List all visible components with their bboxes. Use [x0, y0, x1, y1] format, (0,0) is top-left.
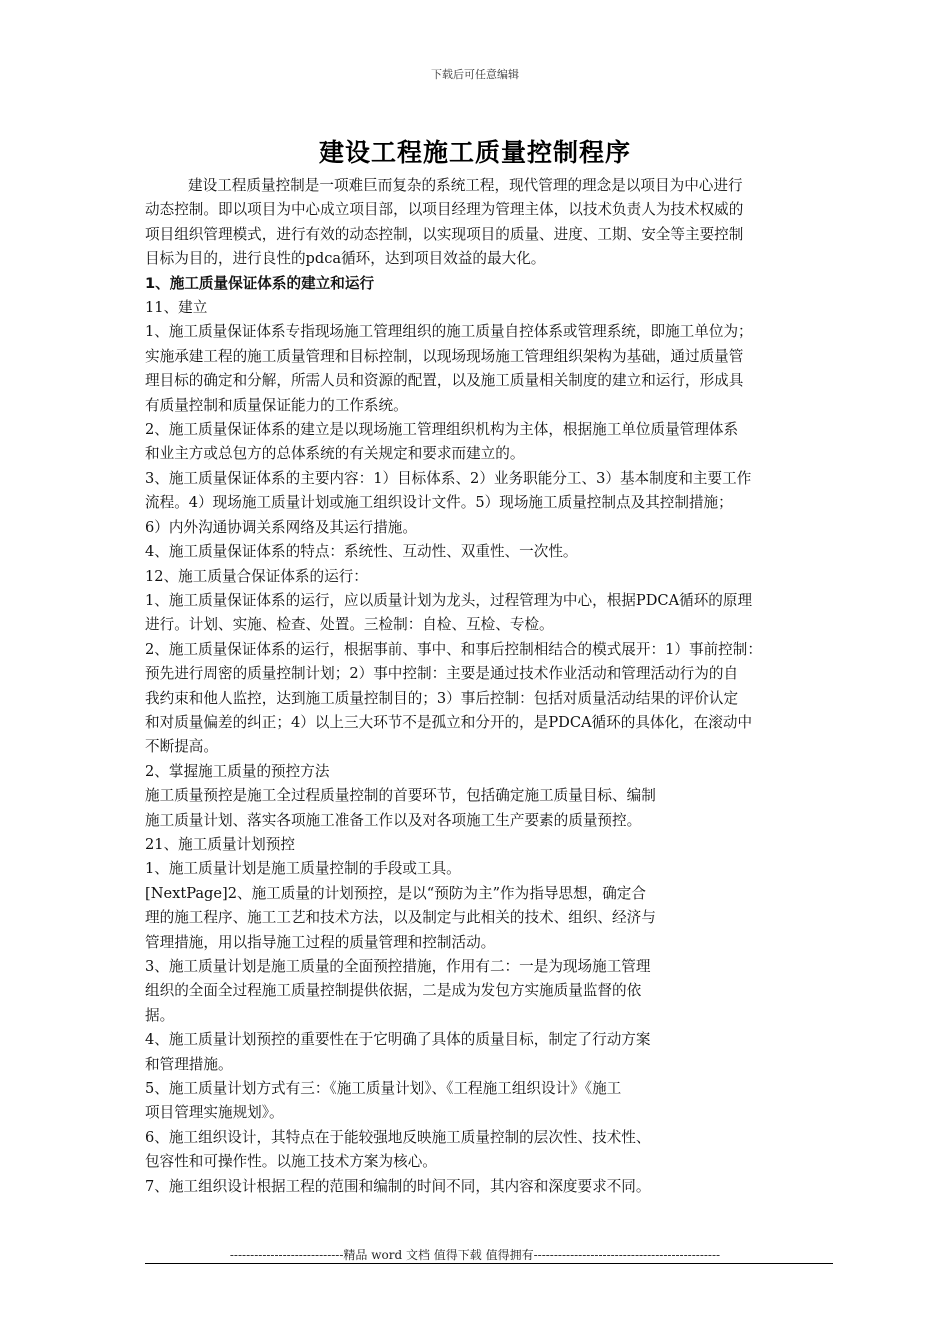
body-line: 3、施工质量保证体系的主要内容：1）目标体系、2）业务职能分工、3）基本制度和主要工作 [145, 469, 752, 487]
body-line: 进行。计划、实施、检查、处置。三检制：自检、互检、专检。 [145, 616, 554, 634]
body-line: 有质量控制和质量保证能力的工作系统。 [145, 396, 408, 414]
body-line: 和管理措施。 [145, 1055, 233, 1073]
body-line: 和业主方或总包方的总体系统的有关规定和要求而建立的。 [145, 445, 525, 463]
body-line: 包容性和可操作性。以施工技术方案为核心。 [145, 1153, 437, 1171]
page-footer: ----------------------------精品 word 文档 值得下载 值得拥有---------------------------------------------- [229, 1248, 721, 1262]
body-line: 实施承建工程的施工质量管理和目标控制，以现场现场施工管理组织架构为基础，通过质量管 [145, 347, 744, 365]
intro-paragraph-line: 目标为目的，进行良性的pdca循环，达到项目效益的最大化。 [145, 250, 546, 268]
body-line: 3、施工质量计划是施工质量的全面预控措施，作用有二：一是为现场施工管理 [145, 958, 651, 975]
body-line: 预先进行周密的质量控制计划；2）事中控制：主要是通过技术作业活动和管理活动行为的自 [145, 665, 739, 683]
body-line: 施工质量预控是施工全过程质量控制的首要环节，包括确定施工质量目标、编制 [145, 787, 656, 805]
intro-paragraph-line: 项目组织管理模式，进行有效的动态控制，以实现项目的质量、进度、工期、安全等主要控制 [145, 225, 744, 243]
subsection-heading: 11、建立 [145, 299, 208, 317]
document-title: 建设工程施工质量控制程序 [318, 138, 631, 167]
body-line: 组织的全面全过程施工质量控制提供依据，二是成为发包方实施质量监督的依 [145, 982, 642, 1000]
page-header: 下载后可任意编辑 [431, 68, 519, 81]
body-line: 1、施工质量保证体系的运行，应以质量计划为龙头，过程管理为中心，根据PDCA循环的原理 [145, 591, 753, 609]
body-line: 和对质量偏差的纠正；4）以上三大环节不是孤立和分开的，是PDCA循环的具体化，在滚动中 [145, 713, 753, 731]
body-line: 7、施工组织设计根据工程的范围和编制的时间不同，其内容和深度要求不同。 [145, 1177, 651, 1195]
body-line: 5、施工质量计划方式有三：《施工质量计划》、《工程施工组织设计》《施工 [145, 1080, 622, 1098]
subsection-heading: 12、施工质量合保证体系的运行： [145, 567, 368, 585]
body-line: 2、施工质量保证体系的运行，根据事前、事中、和事后控制相结合的模式展开：1）事前控制： [145, 640, 762, 658]
body-line: 1、施工质量保证体系专指现场施工管理组织的施工质量自控体系或管理系统，即施工单位为； [145, 323, 753, 341]
body-line: [NextPage]2、施工质量的计划预控，是以“预防为主”作为指导思想，确定合 [145, 884, 646, 902]
body-line: 2、施工质量保证体系的建立是以现场施工管理组织机构为主体，根据施工单位质量管理体系 [145, 421, 739, 439]
intro-paragraph-line: 建设工程质量控制是一项难巨而复杂的系统工程，现代管理的理念是以项目为中心进行 [188, 177, 743, 194]
section-heading: 1、施工质量保证体系的建立和运行 [145, 274, 375, 292]
body-line: 施工质量计划、落实各项施工准备工作以及对各项施工生产要素的质量预控。 [145, 811, 642, 829]
body-line: 6、施工组织设计，其特点在于能较强地反映施工质量控制的层次性、技术性、 [145, 1128, 651, 1146]
body-line: 据。 [145, 1006, 175, 1024]
body-line: 理的施工程序、施工工艺和技术方法，以及制定与此相关的技术、组织、经济与 [145, 909, 656, 927]
body-line: 4、施工质量保证体系的特点：系统性、互动性、双重性、一次性。 [145, 543, 578, 561]
body-line: 管理措施，用以指导施工过程的质量管理和控制活动。 [145, 933, 496, 951]
footer-divider [145, 1263, 833, 1264]
intro-paragraph-line: 动态控制。即以项目为中心成立项目部，以项目经理为管理主体，以技术负责人为技术权威的 [145, 201, 744, 219]
body-line: 不断提高。 [145, 738, 218, 756]
body-line: 我约束和他人监控，达到施工质量控制目的；3）事后控制：包括对质量活动结果的评价认定 [145, 689, 739, 707]
body-line: 项目管理实施规划》。 [145, 1104, 284, 1122]
subsection-heading: 21、施工质量计划预控 [145, 835, 295, 853]
body-line: 理目标的确定和分解，所需人员和资源的配置，以及施工质量相关制度的建立和运行，形成具 [145, 372, 744, 390]
body-line: 1、施工质量计划是施工质量控制的手段或工具。 [145, 860, 461, 878]
body-line: 6）内外沟通协调关系网络及其运行措施。 [145, 518, 417, 536]
body-line: 流程。4）现场施工质量计划或施工组织设计文件。5）现场施工质量控制点及其控制措施； [145, 494, 733, 512]
body-line: 4、施工质量计划预控的重要性在于它明确了具体的质量目标，制定了行动方案 [145, 1031, 651, 1049]
document-body [145, 174, 840, 1199]
section-heading: 2、掌握施工质量的预控方法 [145, 762, 330, 780]
